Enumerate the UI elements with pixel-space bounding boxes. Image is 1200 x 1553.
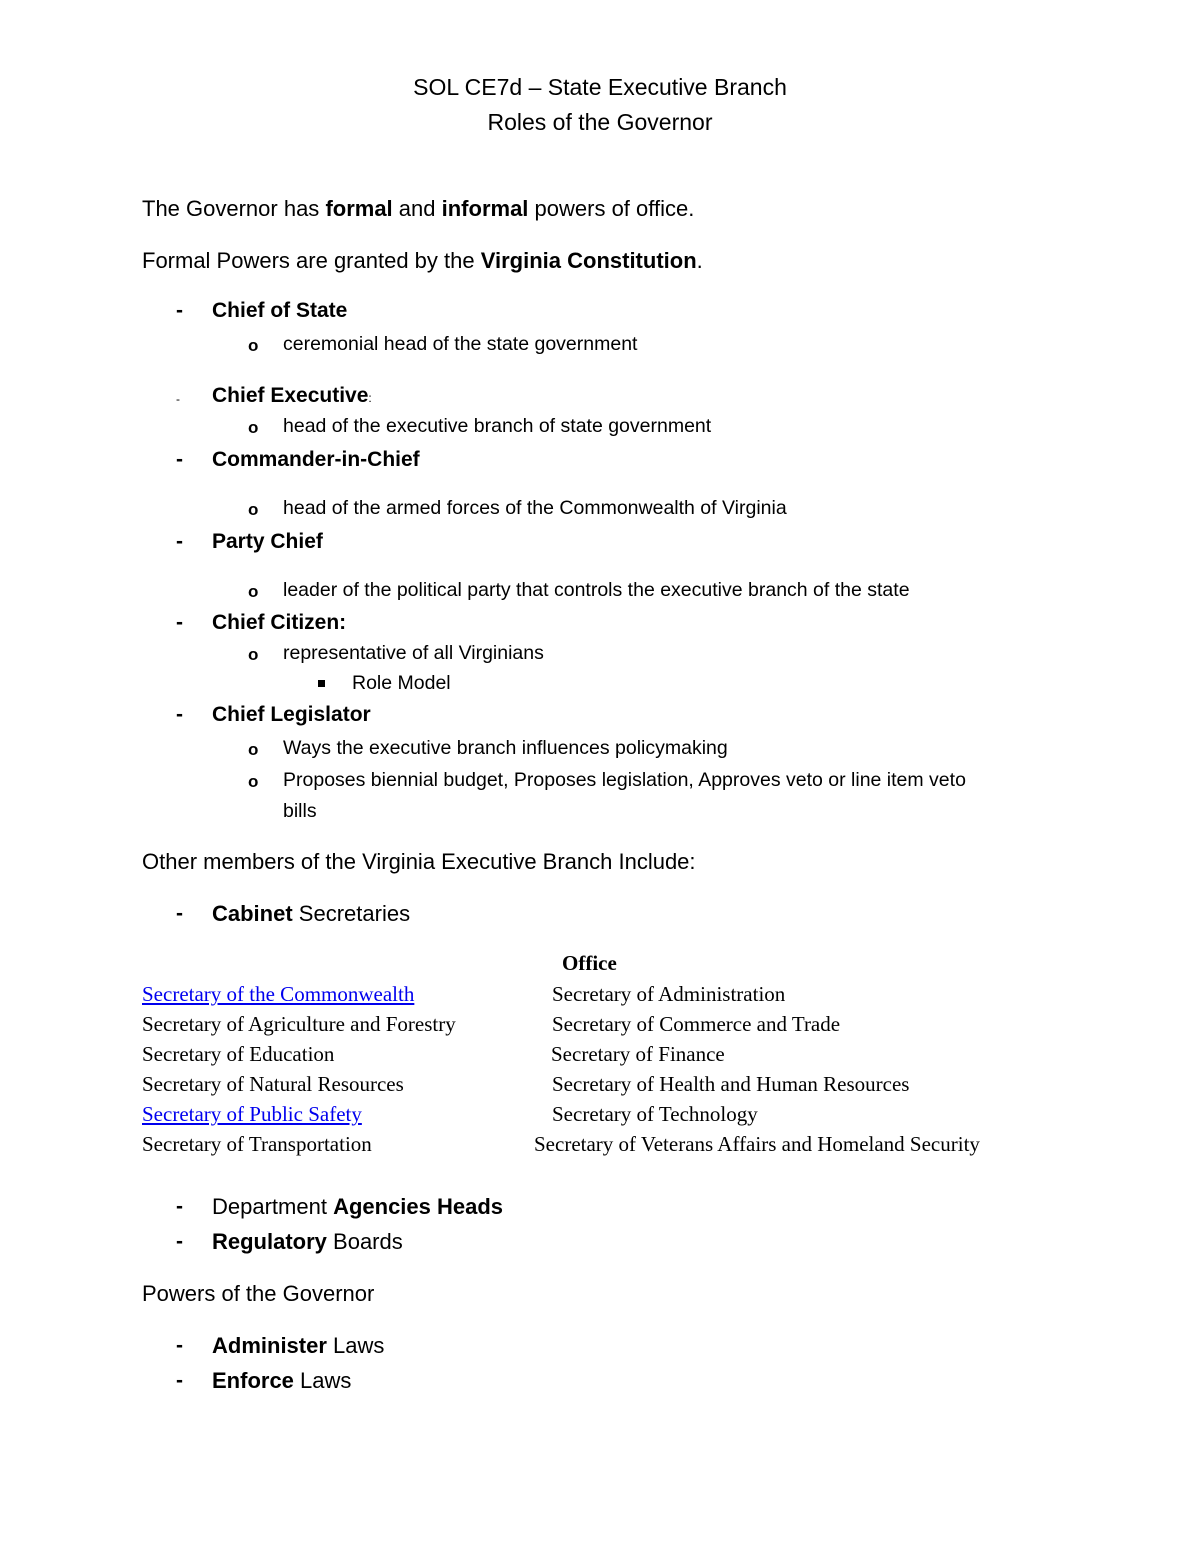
department-agencies-heads: Department Agencies Heads — [212, 1194, 504, 1219]
power-enforce-laws: Enforce Laws — [212, 1368, 352, 1393]
circle-bullet: o — [248, 740, 259, 759]
regulatory-boards: Regulatory Boards — [212, 1229, 403, 1254]
dash-bullet: - — [176, 1230, 183, 1253]
link-secretary-commonwealth[interactable]: Secretary of the Commonwealth — [142, 982, 415, 1006]
office-left-item: Secretary of Agriculture and Forestry — [142, 1012, 456, 1036]
dash-bullet: - — [176, 703, 183, 726]
role-chief-citizen: Chief Citizen: — [212, 611, 347, 634]
dash-bullet: - — [176, 1334, 183, 1357]
power-administer-laws: Administer Laws — [212, 1333, 385, 1358]
dash-bullet: - — [176, 448, 183, 471]
dash-bullet: - — [176, 611, 183, 634]
dash-bullet: - — [176, 1195, 183, 1218]
role-detail: head of the executive branch of state government — [283, 415, 712, 437]
page-subtitle: Roles of the Governor — [487, 109, 713, 135]
office-right-item: Secretary of Technology — [552, 1102, 758, 1126]
circle-bullet: o — [248, 582, 259, 601]
dash-bullet: - — [176, 530, 183, 553]
circle-bullet: o — [248, 645, 259, 664]
dash-bullet: - — [176, 902, 183, 925]
office-right-item: Secretary of Finance — [551, 1042, 725, 1066]
circle-bullet: o — [248, 418, 259, 437]
dash-bullet: - — [176, 299, 183, 322]
intro-paragraph-1: The Governor has formal and informal powers of office. — [142, 196, 695, 221]
page-title: SOL CE7d – State Executive Branch — [413, 74, 787, 100]
role-party-chief: Party Chief — [212, 530, 323, 553]
link-secretary-public-safety[interactable]: Secretary of Public Safety — [142, 1102, 362, 1126]
office-left-item: Secretary of Transportation — [142, 1132, 372, 1156]
circle-bullet: o — [248, 500, 259, 519]
role-commander-in-chief: Commander-in-Chief — [212, 448, 420, 471]
office-left-item: Secretary of Education — [142, 1042, 335, 1066]
square-bullet-icon — [318, 680, 325, 687]
role-subdetail: Role Model — [352, 672, 451, 694]
office-right-item: Secretary of Commerce and Trade — [552, 1012, 841, 1036]
office-table-header: Office — [562, 951, 617, 975]
role-chief-executive: Chief Executive: — [212, 384, 372, 407]
role-detail: Ways the executive branch influences policymaking — [283, 737, 728, 759]
role-detail: leader of the political party that controls the executive branch of the state — [283, 579, 910, 601]
cabinet-secretaries: Cabinet Secretaries — [212, 901, 411, 926]
role-detail: representative of all Virginians — [283, 642, 544, 664]
office-right-item: Secretary of Health and Human Resources — [552, 1072, 910, 1096]
office-right-item: Secretary of Administration — [552, 982, 786, 1006]
circle-bullet: o — [248, 772, 259, 791]
dash-bullet: - — [176, 1369, 183, 1392]
role-detail: Proposes biennial budget, Proposes legislation, Approves veto or line item veto — [283, 769, 966, 791]
role-detail: head of the armed forces of the Commonwealth of Virginia — [283, 497, 787, 519]
role-detail-continued: bills — [283, 800, 317, 822]
circle-bullet: o — [248, 336, 259, 355]
role-chief-legislator: Chief Legislator — [212, 703, 371, 726]
powers-heading: Powers of the Governor — [142, 1281, 375, 1306]
dash-bullet: - — [176, 392, 180, 406]
role-detail: ceremonial head of the state government — [283, 333, 638, 355]
office-left-item: Secretary of Natural Resources — [142, 1072, 404, 1096]
office-right-item: Secretary of Veterans Affairs and Homeland Security — [534, 1132, 980, 1156]
role-chief-of-state: Chief of State — [212, 299, 348, 322]
other-members-heading: Other members of the Virginia Executive Branch Include: — [142, 849, 696, 874]
intro-paragraph-2: Formal Powers are granted by the Virginia Constitution. — [142, 248, 703, 273]
